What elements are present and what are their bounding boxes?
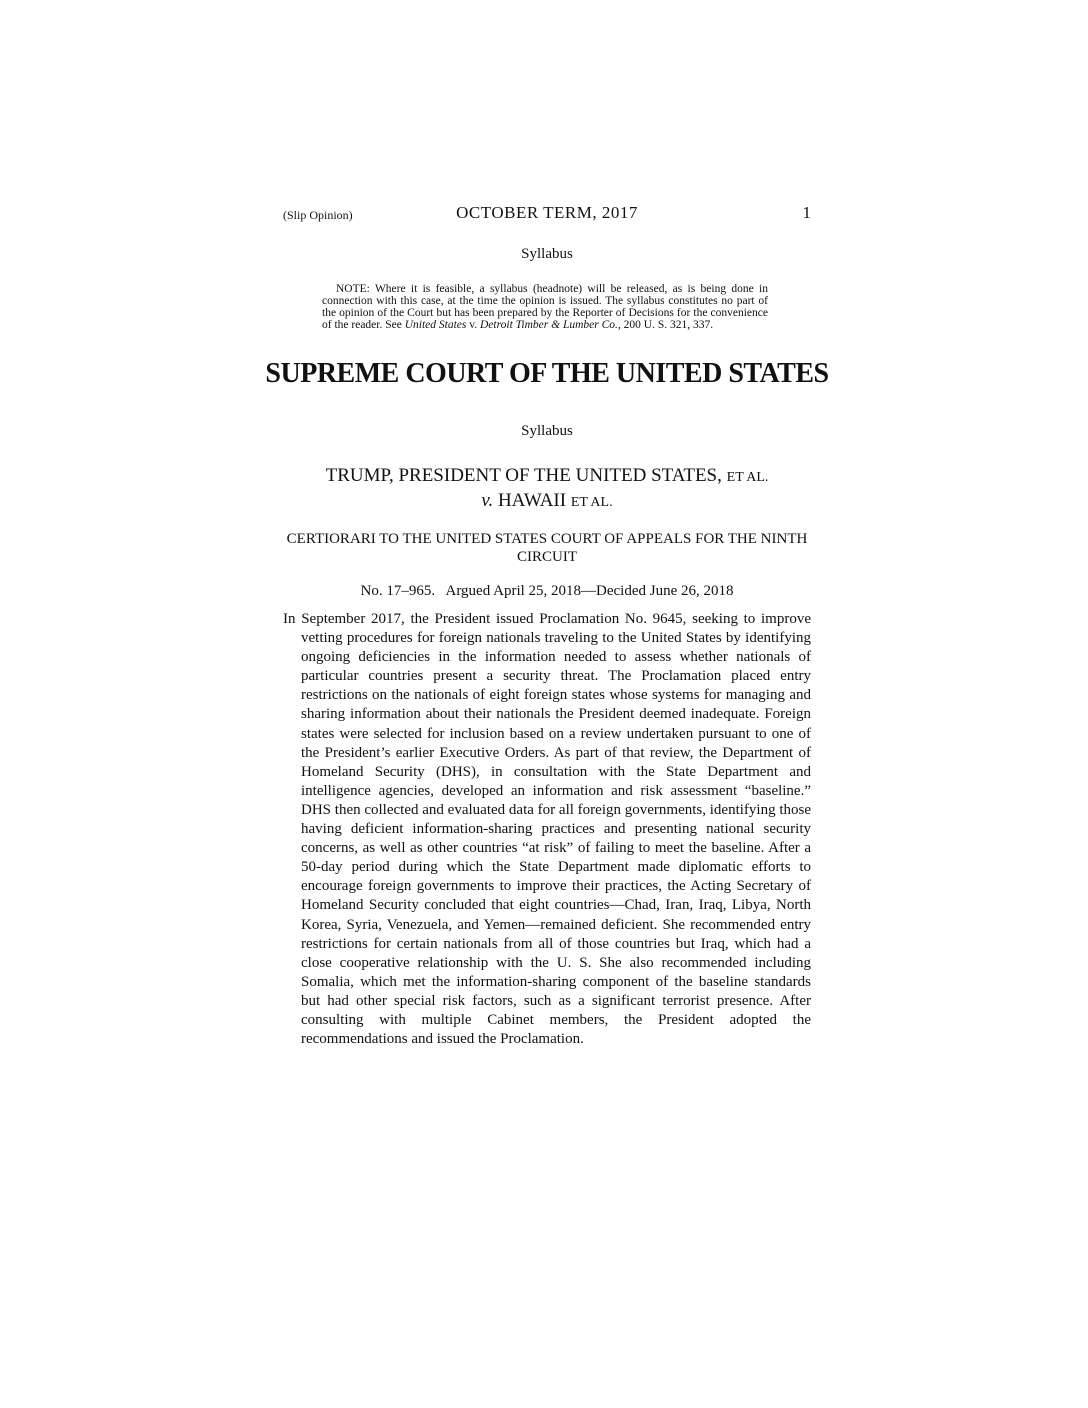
case-caption xyxy=(260,464,834,514)
note-case-party-1: United States xyxy=(404,319,467,331)
note-citation: , 200 U. S. 321, 337. xyxy=(617,319,714,331)
syllabus-body-paragraph: In September 2017, the President issued Proclamation No. 9645, seeking to improve vetting procedures for foreign nationals traveling to the United States by identifying ongoing deficiencies in the information needed to assess whether nationals of particular countries present a security threat. The Proclamation placed entry restrictions on the nationals of eight foreign states whose systems for managing and sharing information about their nationals the President deemed inadequate. Foreign states were selected for inclusion based on a review undertaken pursuant to one of the President’s earlier Executive Orders. As part of that review, the Department of Homeland Security (DHS), in consultation with the State Department and intelligence agencies, developed an information and risk assessment “baseline.” DHS then collected and evaluated data for all foreign governments, identifying those having deficient information-sharing practices and presenting national security concerns, as well as other countries “at risk” of failing to meet the baseline. After a 50-day period during which the State Department made diplomatic efforts to encourage foreign governments to improve their practices, the Acting Secretary of Homeland Security concluded that eight countries—Chad, Iran, Iraq, Libya, North Korea, Syria, Venezuela, and Yemen—remained deficient. She recommended entry restrictions for certain nationals from all of those countries but Iraq, which had a close cooperative relationship with the U. S. She also recommended including Somalia, which met the information-sharing component of the baseline standards but had other special risk factors, such as a significant terrorist presence. After consulting with multiple Cabinet members, the President adopted the recommendations and issued the Proclamation. xyxy=(283,611,811,1048)
respondent: HAWAII xyxy=(497,490,567,511)
court-name: SUPREME COURT OF THE UNITED STATES xyxy=(265,358,829,389)
note-text: NOTE: Where it is feasible, a syllabus (headnote) will be released, as is being done in connection with this case, at the time the opinion is issued. The syllabus constitutes no part of the opinion of the Court but has been prepared by the Reporter of Decisions for the convenience of the reader. See xyxy=(322,283,768,331)
syllabus-heading-top: Syllabus xyxy=(521,246,573,262)
page-number: 1 xyxy=(802,203,811,222)
respondent-et-al: ET AL. xyxy=(570,495,613,510)
versus: v. xyxy=(481,490,494,511)
docket-line: No. 17–965. Argued April 25, 2018—Decided June 26, 2018 xyxy=(360,583,734,599)
running-header xyxy=(283,203,811,227)
note-case-v: v. xyxy=(466,319,480,331)
caption-line-1 xyxy=(260,464,834,489)
petitioner-et-al: ET AL. xyxy=(726,470,769,485)
certiorari-line: CERTIORARI TO THE UNITED STATES COURT OF APPEALS FOR THE NINTH CIRCUIT xyxy=(286,531,808,565)
term-label: OCTOBER TERM, 2017 xyxy=(456,203,638,222)
slip-opinion-label: (Slip Opinion) xyxy=(283,208,353,222)
petitioner: TRUMP, PRESIDENT OF THE UNITED STATES, xyxy=(325,465,722,486)
syllabus-heading: Syllabus xyxy=(521,423,573,439)
note-case-party-2: Detroit Timber & Lumber Co. xyxy=(480,319,618,331)
caption-line-2 xyxy=(260,489,834,514)
syllabus-note xyxy=(322,283,768,331)
